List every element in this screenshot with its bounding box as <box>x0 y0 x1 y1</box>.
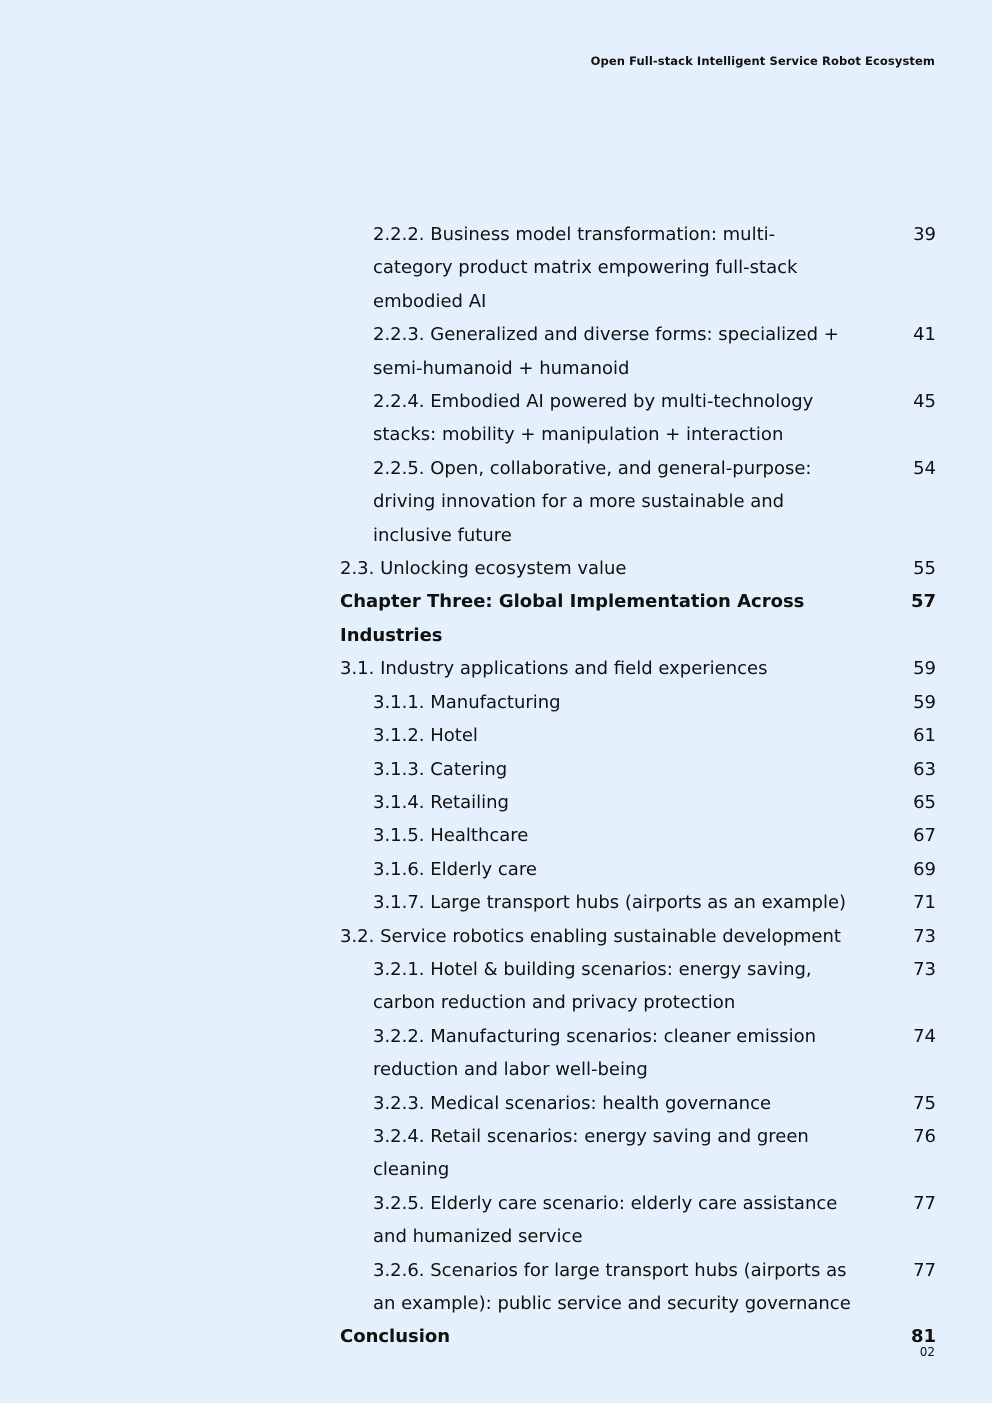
toc-entry[interactable] <box>340 920 936 953</box>
toc-entry-title: 3.2.6. Scenarios for large transport hubs (airports as an example): public service and security governance <box>373 1259 851 1314</box>
toc-entry[interactable] <box>340 1087 936 1120</box>
page-number: 02 <box>919 1345 935 1359</box>
toc-entry-page: 45 <box>913 391 936 413</box>
toc-entry-page: 75 <box>913 1092 936 1114</box>
toc-entry-page: 81 <box>910 1326 936 1348</box>
toc-entry-page: 73 <box>913 958 936 980</box>
toc-entry-page: 77 <box>913 1259 936 1281</box>
toc-entry-page: 55 <box>913 558 936 580</box>
toc-entry[interactable] <box>340 385 936 452</box>
toc-entry[interactable] <box>340 853 936 886</box>
toc-entry[interactable] <box>340 686 936 719</box>
toc-entry-title: Chapter Three: Global Implementation Across Industries <box>340 591 805 646</box>
toc-entry[interactable] <box>340 1187 936 1254</box>
toc-entry-page: 65 <box>913 791 936 813</box>
toc-entry-title: 3.1.2. Hotel <box>373 725 478 747</box>
toc-entry[interactable] <box>340 753 936 786</box>
toc-entry[interactable] <box>340 1120 936 1187</box>
toc-entry-title: 3.2.1. Hotel & building scenarios: energy saving, carbon reduction and privacy protection <box>373 958 812 1014</box>
toc-entry-page: 41 <box>913 324 936 346</box>
toc-entry-page: 57 <box>910 591 936 613</box>
toc-entry-title: 3.1.7. Large transport hubs (airports as an example) <box>373 892 847 914</box>
toc-entry-page: 59 <box>913 658 936 680</box>
toc-entry[interactable] <box>340 1254 936 1321</box>
toc-entry[interactable] <box>340 552 936 585</box>
toc-entry-page: 69 <box>913 858 936 880</box>
toc-entry[interactable] <box>340 786 936 819</box>
toc-entry-title: 2.2.3. Generalized and diverse forms: specialized + semi-humanoid + humanoid <box>373 324 839 379</box>
toc-entry-title: 3.1.1. Manufacturing <box>373 691 561 713</box>
toc-entry-page: 74 <box>913 1025 936 1047</box>
toc-entry-title: 3.1.6. Elderly care <box>373 858 537 880</box>
toc-chapter-entry[interactable] <box>340 585 936 652</box>
toc-entry-title: 3.2. Service robotics enabling sustainable development <box>340 925 841 947</box>
toc-entry-page: 67 <box>913 825 936 847</box>
toc-entry[interactable] <box>340 953 936 1020</box>
toc-entry[interactable] <box>340 318 936 385</box>
toc-entry-page: 76 <box>913 1125 936 1147</box>
toc-entry-title: 2.2.5. Open, collaborative, and general-purpose: driving innovation for a more sustainable and inclusive future <box>373 457 812 546</box>
toc-entry-page: 63 <box>913 758 936 780</box>
toc-entry[interactable] <box>340 719 936 752</box>
toc-entry-page: 39 <box>913 224 936 245</box>
toc-entry-page: 71 <box>913 892 936 914</box>
toc-entry-title: 2.3. Unlocking ecosystem value <box>340 558 627 580</box>
toc-entry[interactable] <box>340 819 936 852</box>
toc-entry-title: 3.2.4. Retail scenarios: energy saving and green cleaning <box>373 1125 809 1181</box>
toc-entry-page: 61 <box>913 725 936 747</box>
toc-entry-page: 73 <box>913 925 936 947</box>
toc-chapter-entry[interactable] <box>340 1320 936 1353</box>
toc-entry-page: 77 <box>913 1192 936 1214</box>
toc-entry[interactable] <box>340 886 936 919</box>
table-of-contents <box>340 218 936 1354</box>
toc-entry-title: 3.1.5. Healthcare <box>373 825 529 847</box>
toc-entry[interactable] <box>340 452 936 552</box>
toc-entry-title: 3.1. Industry applications and field experiences <box>340 658 768 680</box>
toc-entry-title: 2.2.2. Business model transformation: multi-category product matrix empowering full-stack embodied AI <box>373 224 798 312</box>
running-header-title: Open Full-stack Intelligent Service Robot Ecosystem <box>590 54 935 68</box>
toc-entry-page: 59 <box>913 691 936 713</box>
toc-entry-title: 3.1.4. Retailing <box>373 791 509 813</box>
toc-entry-title: 2.2.4. Embodied AI powered by multi-technology stacks: mobility + manipulation + interaction <box>373 391 814 446</box>
toc-entry-title: 3.2.2. Manufacturing scenarios: cleaner emission reduction and labor well-being <box>373 1025 817 1081</box>
toc-entry[interactable] <box>340 652 936 685</box>
toc-entry-title: 3.2.5. Elderly care scenario: elderly care assistance and humanized service <box>373 1192 838 1248</box>
toc-entry-title: 3.1.3. Catering <box>373 758 508 780</box>
toc-entry-page: 54 <box>913 457 936 479</box>
toc-entry[interactable] <box>340 1020 936 1087</box>
toc-entry-title: Conclusion <box>340 1326 451 1348</box>
toc-entry-title: 3.2.3. Medical scenarios: health governance <box>373 1092 772 1114</box>
toc-entry[interactable] <box>340 218 936 318</box>
